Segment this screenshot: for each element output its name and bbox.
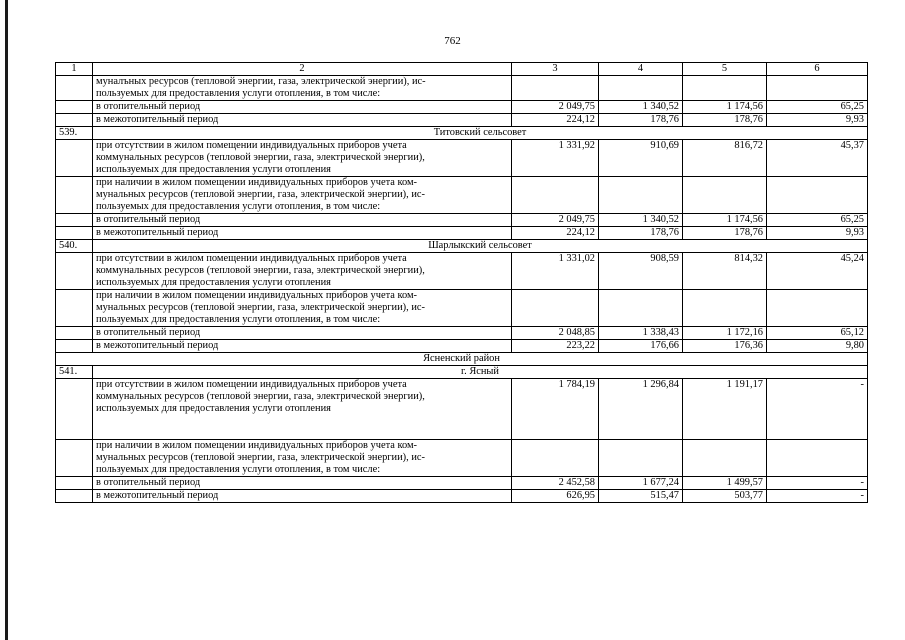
row-number bbox=[56, 253, 93, 290]
description-line: пользуемых для предоставления услуги отопления, в том числе: bbox=[96, 464, 381, 475]
value-col-6: - bbox=[767, 477, 868, 490]
row-number bbox=[56, 379, 93, 440]
section-row bbox=[56, 240, 868, 253]
value-col-4 bbox=[599, 76, 683, 101]
row-number bbox=[56, 340, 93, 353]
table-row bbox=[56, 490, 868, 503]
value-col-4: 908,59 bbox=[599, 253, 683, 290]
row-number: 539. bbox=[56, 127, 93, 140]
section-row bbox=[56, 366, 868, 379]
description-line: мунальных ресурсов (тепловой энергии, газа, электрической энергии), ис- bbox=[96, 452, 425, 463]
description-line: в отопительный период bbox=[96, 214, 201, 225]
description-line: в межотопительный период bbox=[96, 490, 219, 501]
row-description bbox=[93, 227, 512, 240]
description-line: при отсутствии в жилом помещении индивидуальных приборов учета bbox=[96, 379, 407, 390]
description-line: мунальных ресурсов (тепловой энергии, газа, электрической энергии), ис- bbox=[96, 302, 425, 313]
value-col-6: 9,93 bbox=[767, 227, 868, 240]
row-number bbox=[56, 477, 93, 490]
description-line: коммунальных ресурсов (тепловой энергии, газа, электрической энергии), bbox=[96, 391, 425, 402]
description-line: пользуемых для предоставления услуги отопления, в том числе: bbox=[96, 314, 381, 325]
table-row bbox=[56, 327, 868, 340]
value-col-4: 1 677,24 bbox=[599, 477, 683, 490]
value-col-4: 176,66 bbox=[599, 340, 683, 353]
table-row bbox=[56, 340, 868, 353]
value-col-6: - bbox=[767, 379, 868, 440]
value-col-5: 178,76 bbox=[683, 227, 767, 240]
row-number bbox=[56, 227, 93, 240]
value-col-6: 65,25 bbox=[767, 214, 868, 227]
table-row bbox=[56, 440, 868, 477]
row-description bbox=[93, 379, 512, 440]
value-col-3: 1 784,19 bbox=[512, 379, 599, 440]
value-col-5: 814,32 bbox=[683, 253, 767, 290]
value-col-3: 626,95 bbox=[512, 490, 599, 503]
column-number-6: 6 bbox=[767, 63, 868, 76]
description-line: при наличии в жилом помещении индивидуальных приборов учета ком- bbox=[96, 177, 418, 188]
value-col-5: 1 174,56 bbox=[683, 214, 767, 227]
description-line: пользуемых для предоставления услуги отопления, в том числе: bbox=[96, 88, 381, 99]
value-col-3 bbox=[512, 76, 599, 101]
value-col-5 bbox=[683, 76, 767, 101]
description-line: при наличии в жилом помещении индивидуальных приборов учета ком- bbox=[96, 290, 418, 301]
value-col-3: 224,12 bbox=[512, 114, 599, 127]
value-col-4 bbox=[599, 440, 683, 477]
page-number: 762 bbox=[444, 35, 461, 47]
district-row bbox=[56, 353, 868, 366]
value-col-4 bbox=[599, 290, 683, 327]
row-description bbox=[93, 477, 512, 490]
row-number bbox=[56, 290, 93, 327]
value-col-6: 9,80 bbox=[767, 340, 868, 353]
value-col-5: 176,36 bbox=[683, 340, 767, 353]
row-number bbox=[56, 327, 93, 340]
description-line: коммунальных ресурсов (тепловой энергии, газа, электрической энергии), bbox=[96, 152, 425, 163]
value-col-3: 2 048,85 bbox=[512, 327, 599, 340]
table-row bbox=[56, 379, 868, 440]
table-row bbox=[56, 477, 868, 490]
row-number: 540. bbox=[56, 240, 93, 253]
tariff-table-body bbox=[56, 63, 868, 503]
value-col-3: 1 331,02 bbox=[512, 253, 599, 290]
value-col-4: 1 340,52 bbox=[599, 101, 683, 114]
value-col-3 bbox=[512, 440, 599, 477]
table-row bbox=[56, 140, 868, 177]
value-col-4: 1 338,43 bbox=[599, 327, 683, 340]
column-number-1: 1 bbox=[56, 63, 93, 76]
value-col-4: 1 340,52 bbox=[599, 214, 683, 227]
section-title: г. Ясный bbox=[93, 366, 868, 379]
row-description bbox=[93, 76, 512, 101]
value-col-6 bbox=[767, 290, 868, 327]
row-number: 541. bbox=[56, 366, 93, 379]
value-col-6 bbox=[767, 76, 868, 101]
description-line: при отсутствии в жилом помещении индивидуальных приборов учета bbox=[96, 140, 407, 151]
description-line: в межотопительный период bbox=[96, 114, 219, 125]
value-col-6: 45,37 bbox=[767, 140, 868, 177]
row-description bbox=[93, 440, 512, 477]
row-description bbox=[93, 327, 512, 340]
table-row bbox=[56, 214, 868, 227]
row-number bbox=[56, 214, 93, 227]
table-row bbox=[56, 76, 868, 101]
value-col-4: 515,47 bbox=[599, 490, 683, 503]
description-line: коммунальных ресурсов (тепловой энергии, газа, электрической энергии), bbox=[96, 265, 425, 276]
description-line: в межотопительный период bbox=[96, 227, 219, 238]
value-col-3: 1 331,92 bbox=[512, 140, 599, 177]
row-description bbox=[93, 490, 512, 503]
description-line: используемых для предоставления услуги отопления bbox=[96, 164, 331, 175]
value-col-3: 2 049,75 bbox=[512, 101, 599, 114]
value-col-3 bbox=[512, 177, 599, 214]
section-row bbox=[56, 127, 868, 140]
row-description bbox=[93, 177, 512, 214]
row-number bbox=[56, 177, 93, 214]
value-col-4: 178,76 bbox=[599, 114, 683, 127]
row-description bbox=[93, 214, 512, 227]
column-numbers-row bbox=[56, 63, 868, 76]
description-line: в отопительный период bbox=[96, 327, 201, 338]
value-col-3: 223,22 bbox=[512, 340, 599, 353]
value-col-5: 178,76 bbox=[683, 114, 767, 127]
value-col-6: - bbox=[767, 490, 868, 503]
description-line: при отсутствии в жилом помещении индивидуальных приборов учета bbox=[96, 253, 407, 264]
description-line: при наличии в жилом помещении индивидуальных приборов учета ком- bbox=[96, 440, 418, 451]
description-line: в отопительный период bbox=[96, 101, 201, 112]
description-line: используемых для предоставления услуги отопления bbox=[96, 277, 331, 288]
row-number bbox=[56, 101, 93, 114]
district-title: Ясненский район bbox=[56, 353, 868, 366]
value-col-5 bbox=[683, 440, 767, 477]
column-number-4: 4 bbox=[599, 63, 683, 76]
table-row bbox=[56, 177, 868, 214]
row-description bbox=[93, 101, 512, 114]
value-col-5: 1 172,16 bbox=[683, 327, 767, 340]
description-line: мунальных ресурсов (тепловой энергии, газа, электрической энергии), ис- bbox=[96, 189, 425, 200]
value-col-4: 178,76 bbox=[599, 227, 683, 240]
value-col-4: 910,69 bbox=[599, 140, 683, 177]
value-col-3: 224,12 bbox=[512, 227, 599, 240]
value-col-6: 45,24 bbox=[767, 253, 868, 290]
row-description bbox=[93, 340, 512, 353]
value-col-3 bbox=[512, 290, 599, 327]
value-col-5: 1 191,17 bbox=[683, 379, 767, 440]
row-number bbox=[56, 490, 93, 503]
scan-edge-shadow bbox=[5, 0, 8, 640]
section-title: Титовский сельсовет bbox=[93, 127, 868, 140]
table-row bbox=[56, 253, 868, 290]
value-col-6: 9,93 bbox=[767, 114, 868, 127]
value-col-3: 2 452,58 bbox=[512, 477, 599, 490]
value-col-5: 816,72 bbox=[683, 140, 767, 177]
value-col-6: 65,12 bbox=[767, 327, 868, 340]
value-col-6: 65,25 bbox=[767, 101, 868, 114]
value-col-4 bbox=[599, 177, 683, 214]
value-col-4: 1 296,84 bbox=[599, 379, 683, 440]
row-number bbox=[56, 76, 93, 101]
value-col-5 bbox=[683, 177, 767, 214]
column-number-5: 5 bbox=[683, 63, 767, 76]
value-col-5: 1 174,56 bbox=[683, 101, 767, 114]
value-col-6 bbox=[767, 177, 868, 214]
column-number-2: 2 bbox=[93, 63, 512, 76]
description-line: муналъных ресурсов (тепловой энергии, газа, электрической энергии), ис- bbox=[96, 76, 426, 87]
description-line: в отопительный период bbox=[96, 477, 201, 488]
row-number bbox=[56, 140, 93, 177]
value-col-3: 2 049,75 bbox=[512, 214, 599, 227]
row-description bbox=[93, 290, 512, 327]
table-row bbox=[56, 290, 868, 327]
value-col-5: 1 499,57 bbox=[683, 477, 767, 490]
row-description bbox=[93, 114, 512, 127]
row-description bbox=[93, 253, 512, 290]
description-line: используемых для предоставления услуги отопления bbox=[96, 403, 331, 414]
value-col-5: 503,77 bbox=[683, 490, 767, 503]
tariff-table bbox=[55, 62, 868, 503]
value-col-5 bbox=[683, 290, 767, 327]
column-number-3: 3 bbox=[512, 63, 599, 76]
section-title: Шарлыкский сельсовет bbox=[93, 240, 868, 253]
row-description bbox=[93, 140, 512, 177]
table-row bbox=[56, 227, 868, 240]
row-number bbox=[56, 440, 93, 477]
description-line: в межотопительный период bbox=[96, 340, 219, 351]
table-row bbox=[56, 101, 868, 114]
row-number bbox=[56, 114, 93, 127]
description-line: пользуемых для предоставления услуги отопления, в том числе: bbox=[96, 201, 381, 212]
value-col-6 bbox=[767, 440, 868, 477]
table-row bbox=[56, 114, 868, 127]
